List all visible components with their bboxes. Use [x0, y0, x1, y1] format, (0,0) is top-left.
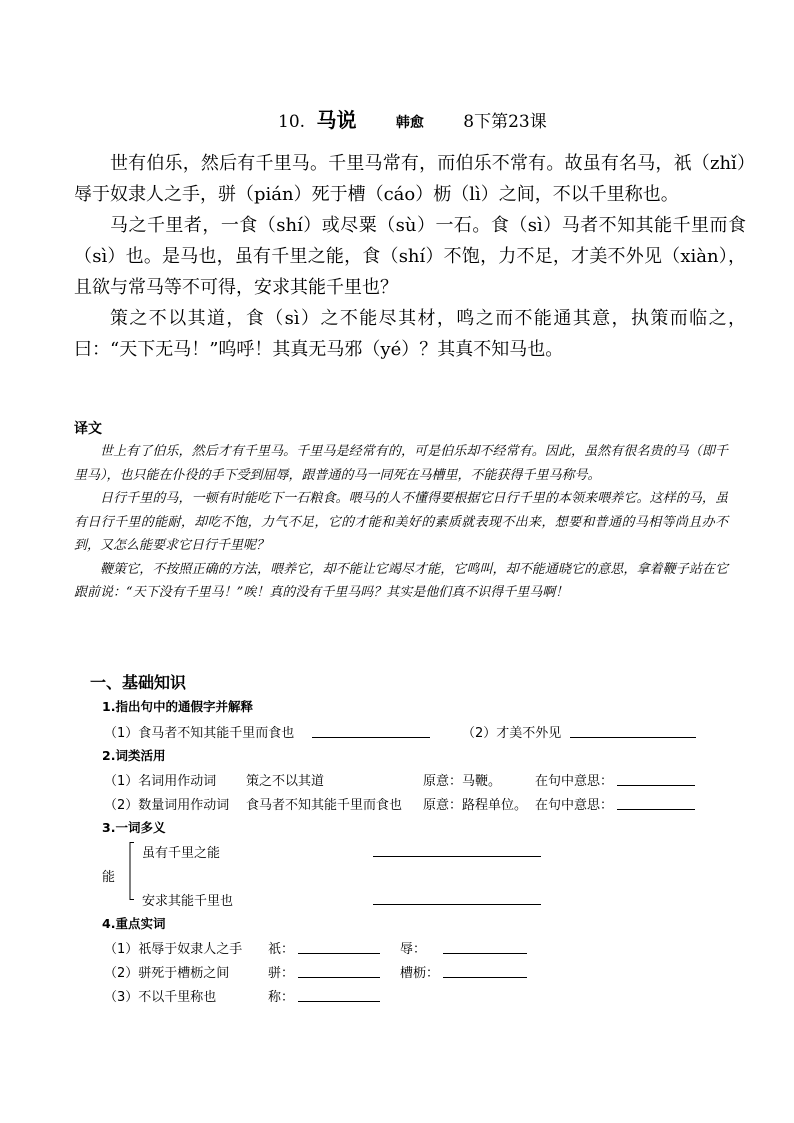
translation-text — [74, 440, 728, 605]
q3-sentence-2: 安求其能千里也 — [142, 894, 234, 909]
q1-answer-line-2[interactable] — [570, 737, 696, 738]
translation-paragraph-2: 日行千里的马，一顿有时能吃下一石粮食。喂马的人不懂得要根据它日行千里的本领来喂养它。这样的马，虽有日行千里的能耐，却吃不饱，力气不足，它的才能和美好的素质就表现不出来，想要和普通的马相等尚且办不到，又怎么能要求它日行千里呢？ — [74, 491, 728, 553]
q3-heading: 3.一词多义 — [102, 820, 166, 835]
q4-answer-line-3[interactable] — [298, 1001, 380, 1002]
lesson-reference: 8下第23课 — [463, 112, 547, 132]
q4-answer-line-1a[interactable] — [298, 953, 380, 954]
q4-row2-sentence: （2）骈死于槽枥之间 — [104, 966, 230, 981]
q1-heading: 1.指出句中的通假字并解释 — [102, 699, 253, 714]
lesson-title — [278, 104, 547, 133]
lesson-name: 马说 — [316, 108, 357, 132]
q2-answer-line-2[interactable] — [617, 809, 695, 810]
q3-answer-line-1[interactable] — [373, 856, 541, 857]
translation-paragraph-3: 鞭策它，不按照正确的方法，喂养它，却不能让它竭尽才能，它鸣叫，却不能通晓它的意思，拿着鞭子站在它跟前说：“天下没有千里马！”唉！真的没有千里马吗？其实是他们真不识得千里马啊！ — [74, 561, 728, 600]
original-paragraph-3: 策之不以其道，食（sì）之不能尽其材，鸣之而不能通其意，执策而临之，曰：“天下无马！”呜呼！其真无马邪（yé）？其真不知马也。 — [74, 308, 746, 360]
q4-heading: 4.重点实词 — [102, 916, 166, 931]
q2-row1-original-meaning: 原意：马鞭。 — [423, 774, 502, 789]
original-paragraph-1: 世有伯乐，然后有千里马。千里马常有，而伯乐不常有。故虽有名马，祇（zhǐ）辱于奴隶人之手，骈（pián）死于槽（cáo）枥（lì）之间，不以千里称也。 — [74, 153, 746, 205]
q3-sentence-1: 虽有千里之能 — [142, 846, 221, 861]
brace-bracket — [127, 842, 134, 900]
q2-row2-ask: 在句中意思： — [535, 798, 614, 813]
q4-row3-word1: 称： — [268, 990, 295, 1005]
q2-row1-ask: 在句中意思： — [535, 774, 614, 789]
q2-row1-sentence: 策之不以其道 — [246, 774, 325, 789]
q2-row2-original-meaning: 原意：路程单位。 — [423, 798, 528, 813]
q4-answer-line-2b[interactable] — [443, 977, 527, 978]
translation-label: 译文 — [74, 421, 102, 437]
original-text — [74, 148, 746, 365]
q2-row1-type: （1）名词用作动词 — [104, 774, 217, 789]
lesson-author: 韩愈 — [395, 115, 424, 131]
q4-row2-word1: 骈： — [268, 966, 295, 981]
original-paragraph-2: 马之千里者，一食（shí）或尽粟（sù）一石。食（sì）马者不知其能千里而食（sì）也。是马也，虽有千里之能，食（shí）不饱，力不足，才美不外见（xiàn），且欲与常马等不可得，安求其能千里也？ — [74, 215, 746, 298]
lesson-number: 10. — [278, 112, 306, 132]
q2-row2-sentence: 食马者不知其能千里而食也 — [246, 798, 403, 813]
q4-row2-word2: 槽枥： — [400, 966, 440, 981]
q4-row1-word2: 辱： — [400, 942, 427, 957]
q3-word: 能 — [102, 870, 116, 885]
q2-heading: 2.词类活用 — [102, 748, 166, 763]
q4-answer-line-2a[interactable] — [298, 977, 380, 978]
q2-row2-type: （2）数量词用作动词 — [104, 798, 230, 813]
q1-answer-line-1[interactable] — [312, 737, 430, 738]
q2-answer-line-1[interactable] — [617, 785, 695, 786]
q4-row3-sentence: （3）不以千里称也 — [104, 990, 217, 1005]
section-heading: 一、基础知识 — [90, 673, 187, 692]
q4-answer-line-1b[interactable] — [443, 953, 527, 954]
q1-item-1: （1）食马者不知其能千里而食也 — [104, 726, 295, 741]
q1-item-2: （2）才美不外见 — [462, 726, 562, 741]
q3-answer-line-2[interactable] — [373, 904, 541, 905]
translation-paragraph-1: 世上有了伯乐，然后才有千里马。千里马是经常有的，可是伯乐却不经常有。因此，虽然有很名贵的马（即千里马），也只能在仆役的手下受到屈辱，跟普通的马一同死在马槽里，不能获得千里马称号。 — [74, 444, 728, 483]
q4-row1-word1: 祇： — [268, 942, 295, 957]
q4-row1-sentence: （1）祇辱于奴隶人之手 — [104, 942, 243, 957]
